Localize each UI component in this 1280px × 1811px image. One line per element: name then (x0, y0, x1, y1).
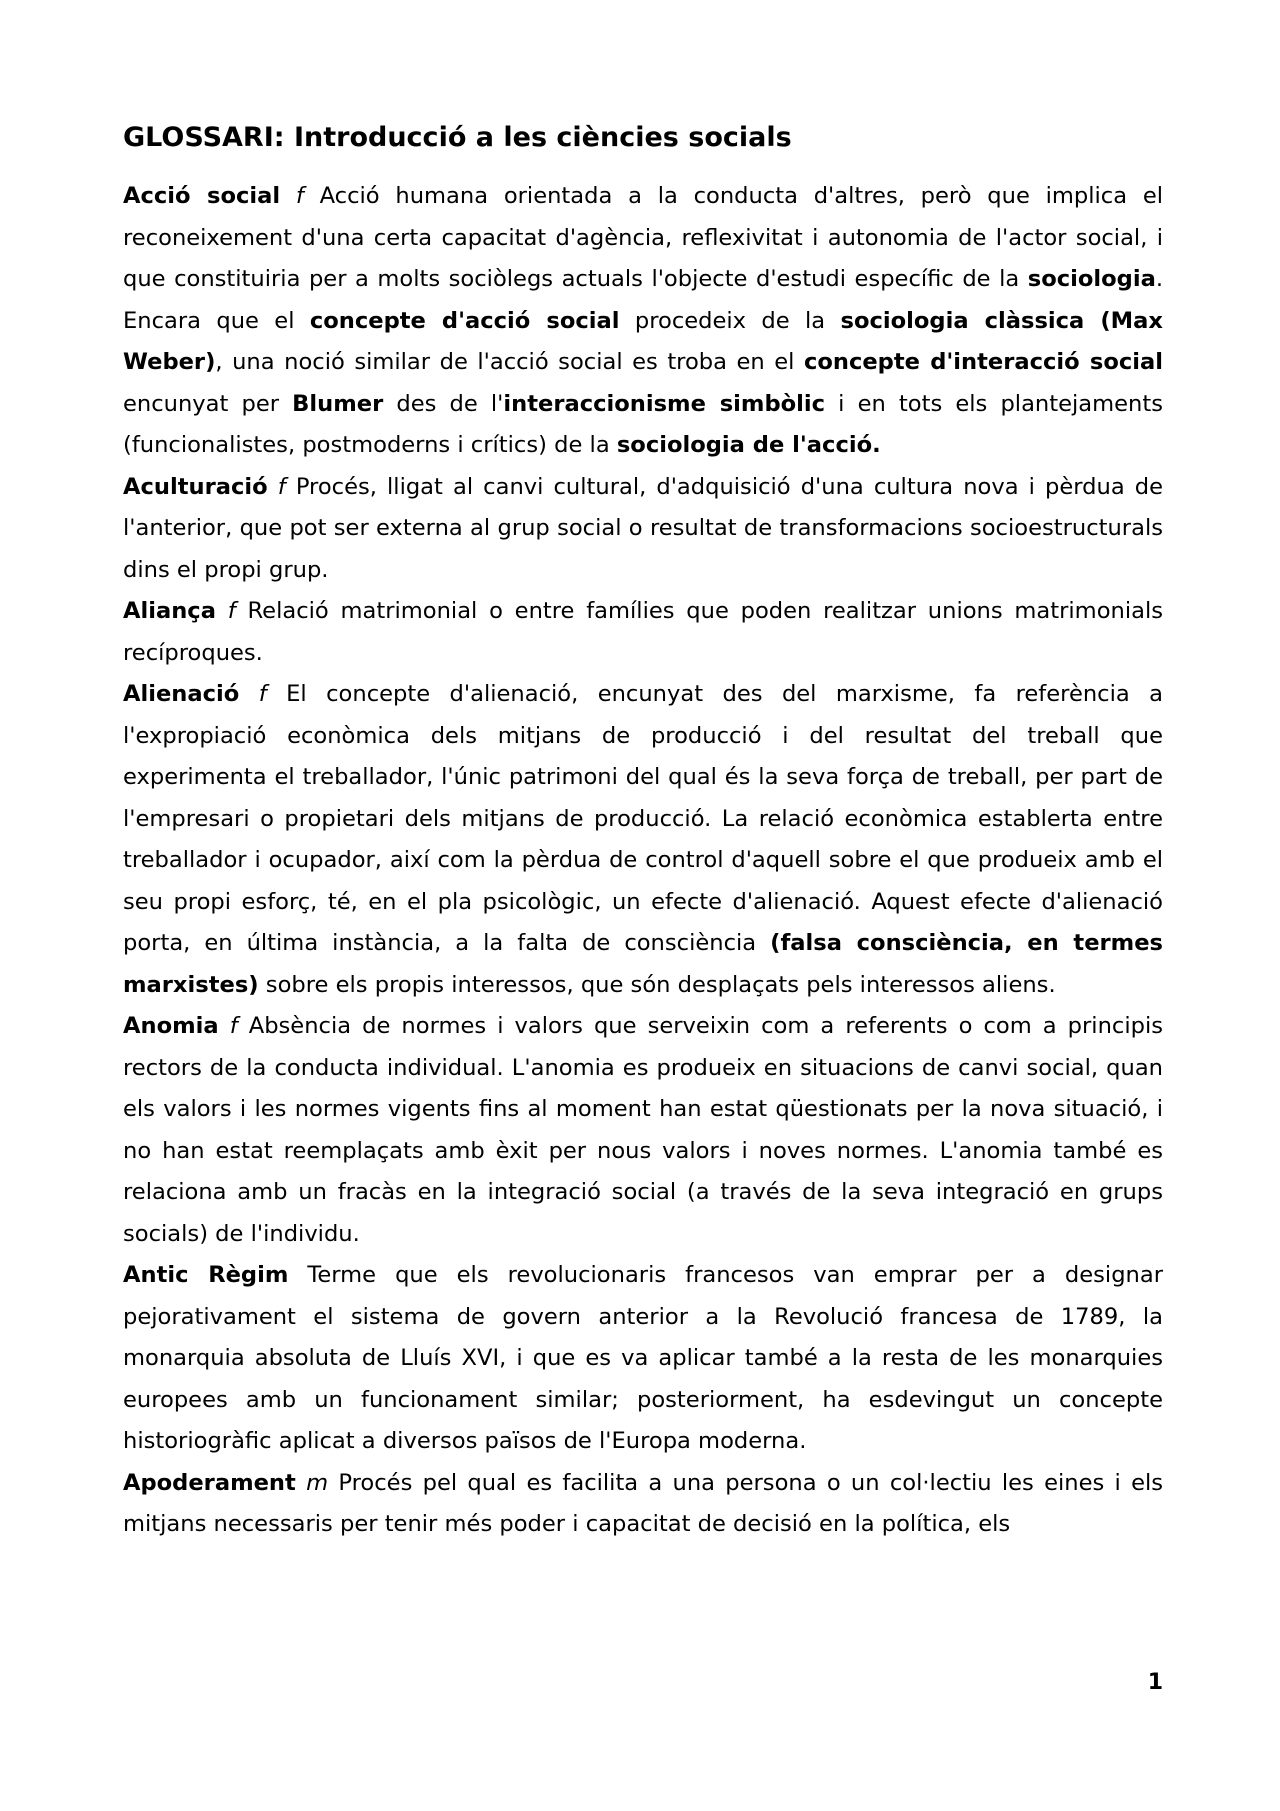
entry-gender: m (306, 1469, 329, 1496)
entry-definition: Acció humana orientada a la conducta d'altres, però que implica el reconeixement d'una certa capacitat d'agència, reflexivitat i autonomia de l'actor social, i que constituiria per a molts sociòlegs actuals l'objecte d'estudi específic de la (123, 183, 1164, 292)
entry-gender: f (295, 183, 304, 209)
entry-gender: f (227, 598, 236, 624)
entry-term: Aculturació (123, 473, 268, 500)
entry-definition: Procés, lligat al canvi cultural, d'adquisició d'una cultura nova i pèrdua de l'anterior, que pot ser externa al grup social o resultat de transformacions socioestructurals dins el propi grup. (123, 473, 1163, 583)
page-number: 1 (1147, 1670, 1163, 1695)
definition-emphasis: sociologia (1027, 266, 1156, 292)
definition-emphasis: concepte d'acció social (309, 307, 620, 334)
entry-definition: El concepte d'alienació, encunyat des del marxisme, fa referència a l'expropiació econòmica dels mitjans de producció i del resultat del treball que experimenta el treballador, l'únic patrimoni del qual és la seva força de treball, per part de l'empresari o propietari dels mitjans de producció. La relació econòmica establerta entre treballador i ocupador, així com la pèrdua de control d'aquell sobre el que produeix amb el seu propi esforç, té, en el pla psicològic, un efecte d'alienació. Aquest efecte d'alienació porta, en última instància, a la falta de consciència (123, 681, 1163, 956)
entry-term: Antic Règim (123, 1262, 289, 1288)
glossary-entry-antic-regim (123, 1255, 1163, 1463)
page-title: GLOSSARI: Introducció a les ciències socials (123, 122, 792, 153)
glossary-entry-apoderament (123, 1463, 1163, 1546)
entry-definition: . Encara que el (123, 266, 1163, 334)
entry-definition: sobre els propis interessos, que són desplaçats pels interessos aliens. (258, 971, 1056, 998)
entry-definition: Relació matrimonial o entre famílies que poden realitzar unions matrimonials recíproques. (123, 598, 1164, 666)
glossary-entry-aculturacio (123, 467, 1163, 592)
glossary-entry-accio-social (123, 176, 1163, 467)
entry-definition: Terme que els revolucionaris francesos van emprar per a designar pejorativament el sistema de govern anterior a la Revolució francesa de 1789, la monarquia absoluta de Lluís XVI, i que es va aplicar també a la resta de les monarquies europees amb un funcionament similar; posteriorment, ha esdevingut un concepte historiogràfic aplicat a diversos països de l'Europa moderna. (123, 1262, 1163, 1454)
entry-definition: Absència de normes i valors que serveixin com a referents o com a principis rectors de la conducta individual. L'anomia es produeix en situacions de canvi social, quan els valors i les normes vigents fins al moment han estat qüestionats per la nova situació, i no han estat reemplaçats amb èxit per nous valors i noves normes. L'anomia també es relaciona amb un fracàs en la integració social (a través de la seva integració en grups socials) de l'individu. (123, 1013, 1163, 1247)
definition-emphasis: sociologia de l'acció. (616, 432, 881, 458)
definition-emphasis: concepte d'interacció social (803, 349, 1163, 375)
entry-term: Alienació (123, 681, 240, 707)
glossary-entry-anomia (123, 1006, 1163, 1255)
glossary-entry-alienacio (123, 674, 1163, 1006)
definition-emphasis: (falsa consciència, en termes marxistes) (123, 930, 1163, 998)
entry-gender: f (258, 681, 267, 707)
entry-definition: encunyat per (123, 390, 293, 417)
entry-term: Apoderament (123, 1469, 296, 1496)
entry-definition: i en tots els plantejaments (funcionalistes, postmoderns i crítics) de la (123, 390, 1163, 458)
entry-gender: f (229, 1013, 238, 1039)
entry-definition: des de l' (383, 390, 504, 417)
glossary-entry-alianca (123, 591, 1163, 674)
entry-term: Acció social (123, 183, 281, 209)
entry-definition: procedeix de la (619, 307, 841, 334)
entry-term: Aliança (123, 598, 216, 624)
entry-definition: Procés pel qual es facilita a una persona o un col·lectiu les eines i els mitjans necessaris per tenir més poder i capacitat de decisió en la política, els (123, 1469, 1164, 1537)
definition-emphasis: interaccionisme simbòlic (503, 390, 826, 417)
definition-emphasis: Blumer (292, 390, 384, 417)
entry-definition: , una noció similar de l'acció social es troba en el (215, 349, 804, 375)
page-content (123, 118, 1163, 1546)
entry-term: Anomia (123, 1013, 219, 1039)
entry-gender: f (277, 473, 286, 500)
definition-emphasis: sociologia clàssica (Max Weber) (123, 307, 1163, 375)
